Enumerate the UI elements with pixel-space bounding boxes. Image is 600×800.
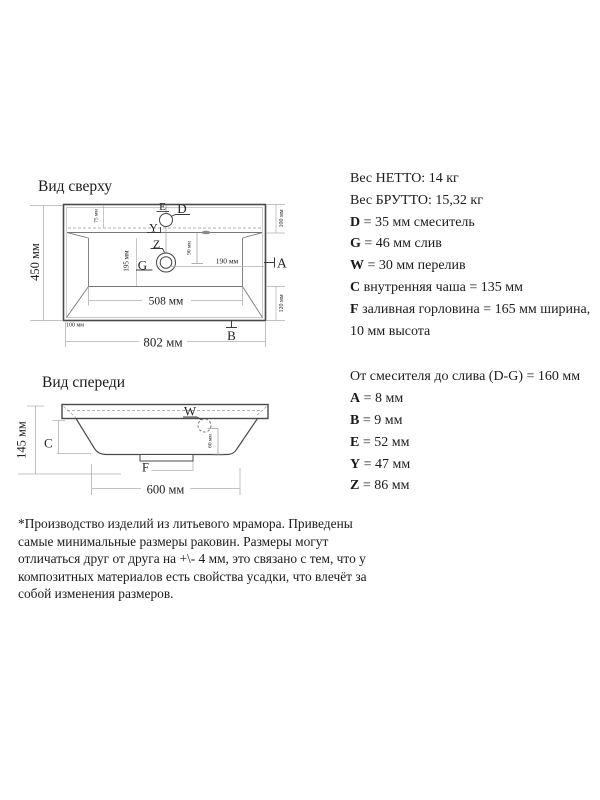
footnote-line: отличаться друг от друга на +\- 4 мм, это связано с тем, что у [18, 551, 366, 567]
spec-key: F [350, 301, 359, 317]
dim-450-label: 450 мм [28, 243, 42, 281]
spec-text: = 8 мм [360, 391, 404, 407]
spec-line-W [350, 255, 600, 277]
label-C: C [44, 435, 53, 451]
drain-outer-circle [157, 253, 176, 272]
spec-line-E [350, 432, 600, 454]
spec-text: = 46 мм слив [360, 236, 442, 252]
label-Y: Y [149, 220, 158, 235]
front-bowl-outline [76, 419, 258, 455]
spec-key: A [350, 391, 361, 407]
spec-line-F-cont [350, 321, 600, 343]
spec-list [350, 168, 600, 497]
marker-B [226, 321, 237, 328]
spec-text: = 47 мм [360, 456, 411, 472]
dim-508-label: 508 мм [148, 295, 184, 308]
spec-block-distances [350, 366, 600, 497]
spec-line-F [350, 299, 600, 321]
label-D: D [177, 201, 187, 216]
dim-C-lines [53, 421, 92, 454]
front-view-title: Вид спереди [42, 374, 126, 391]
dim-600-label: 600 мм [146, 482, 185, 497]
spec-text: 10 мм высота [350, 323, 431, 339]
spec-text: = 86 мм [359, 478, 410, 494]
spec-line-netto [350, 168, 600, 190]
dim-190-label: 190 мм [215, 256, 239, 266]
spec-line-G [350, 233, 600, 255]
spec-key: E [350, 434, 360, 450]
front-view-drawing [10, 392, 340, 507]
front-rail [62, 405, 268, 419]
footnote-line: *Производство изделий из литьевого мрамора. Приведены [18, 516, 353, 531]
spec-line-B [350, 410, 600, 432]
spec-line-D [350, 212, 600, 234]
label-B: B [227, 328, 236, 343]
spec-key: W [350, 258, 364, 274]
footnote-line: собой изменения размеров. [18, 586, 174, 602]
spec-key: C [350, 279, 361, 295]
label-Z: Z [152, 237, 161, 251]
spec-key: Z [350, 478, 360, 494]
dim-100-right-label: 100 мм [279, 209, 285, 228]
top-view-drawing [20, 196, 320, 356]
spec-key: D [350, 214, 361, 230]
dim-F-lines [152, 462, 194, 471]
dim-145-label: 145 мм [14, 421, 29, 459]
spec-text: внутренняя чаша = 135 мм [360, 279, 523, 295]
spec-key: G [350, 236, 361, 252]
footnote [18, 515, 382, 603]
faucet-hole-circle [160, 214, 173, 227]
spec-line-Z [350, 475, 600, 497]
label-W: W [183, 403, 197, 419]
spec-text: заливная горловина = 165 мм ширина, [358, 301, 591, 317]
footnote-line: самые минимальные размеры раковин. Размеры могут [18, 533, 329, 549]
spec-text: Вес БРУТТО: 15,32 кг [350, 192, 483, 208]
spec-line-DG [350, 366, 600, 388]
dim-60-label: 60 мм [207, 434, 214, 448]
dim-195-label: 195 мм [122, 250, 131, 272]
overflow-hole-front [198, 419, 211, 432]
label-A: A [277, 255, 287, 271]
spec-key: Y [350, 456, 361, 472]
spec-text: От смесителя до слива (D-G) = 160 мм [350, 369, 581, 385]
spec-line-brutto [350, 190, 600, 212]
dim-120-right-label: 120 мм [279, 294, 285, 313]
dim-90-label: 90 мм [186, 241, 193, 255]
footnote-line: композитных материалов есть свойства усадки, что влечёт за [18, 568, 367, 584]
label-E: E [159, 201, 166, 213]
spec-block-weights-holes [350, 168, 600, 342]
spec-key: B [350, 412, 360, 428]
dim-100-left-label: 100 мм [65, 322, 85, 329]
spec-text: = 9 мм [359, 412, 403, 428]
label-G: G [137, 257, 148, 273]
spec-text: Вес НЕТТО: 14 кг [350, 171, 459, 186]
spec-text: = 30 мм перелив [364, 258, 466, 274]
spec-line-Y [350, 454, 600, 476]
dim-75-label: 75 мм [93, 209, 100, 223]
dim-802-label: 802 мм [143, 334, 183, 350]
overflow-hole-top [202, 231, 211, 235]
dim-90-line [192, 233, 204, 264]
spec-text: = 35 мм смеситель [360, 214, 475, 230]
basin-rim-corners [68, 233, 262, 238]
top-view-title: Вид сверху [38, 178, 113, 195]
label-F: F [142, 460, 149, 475]
spec-line-C [350, 277, 600, 299]
spec-text: = 52 мм [359, 434, 410, 450]
spec-line-A [350, 388, 600, 410]
